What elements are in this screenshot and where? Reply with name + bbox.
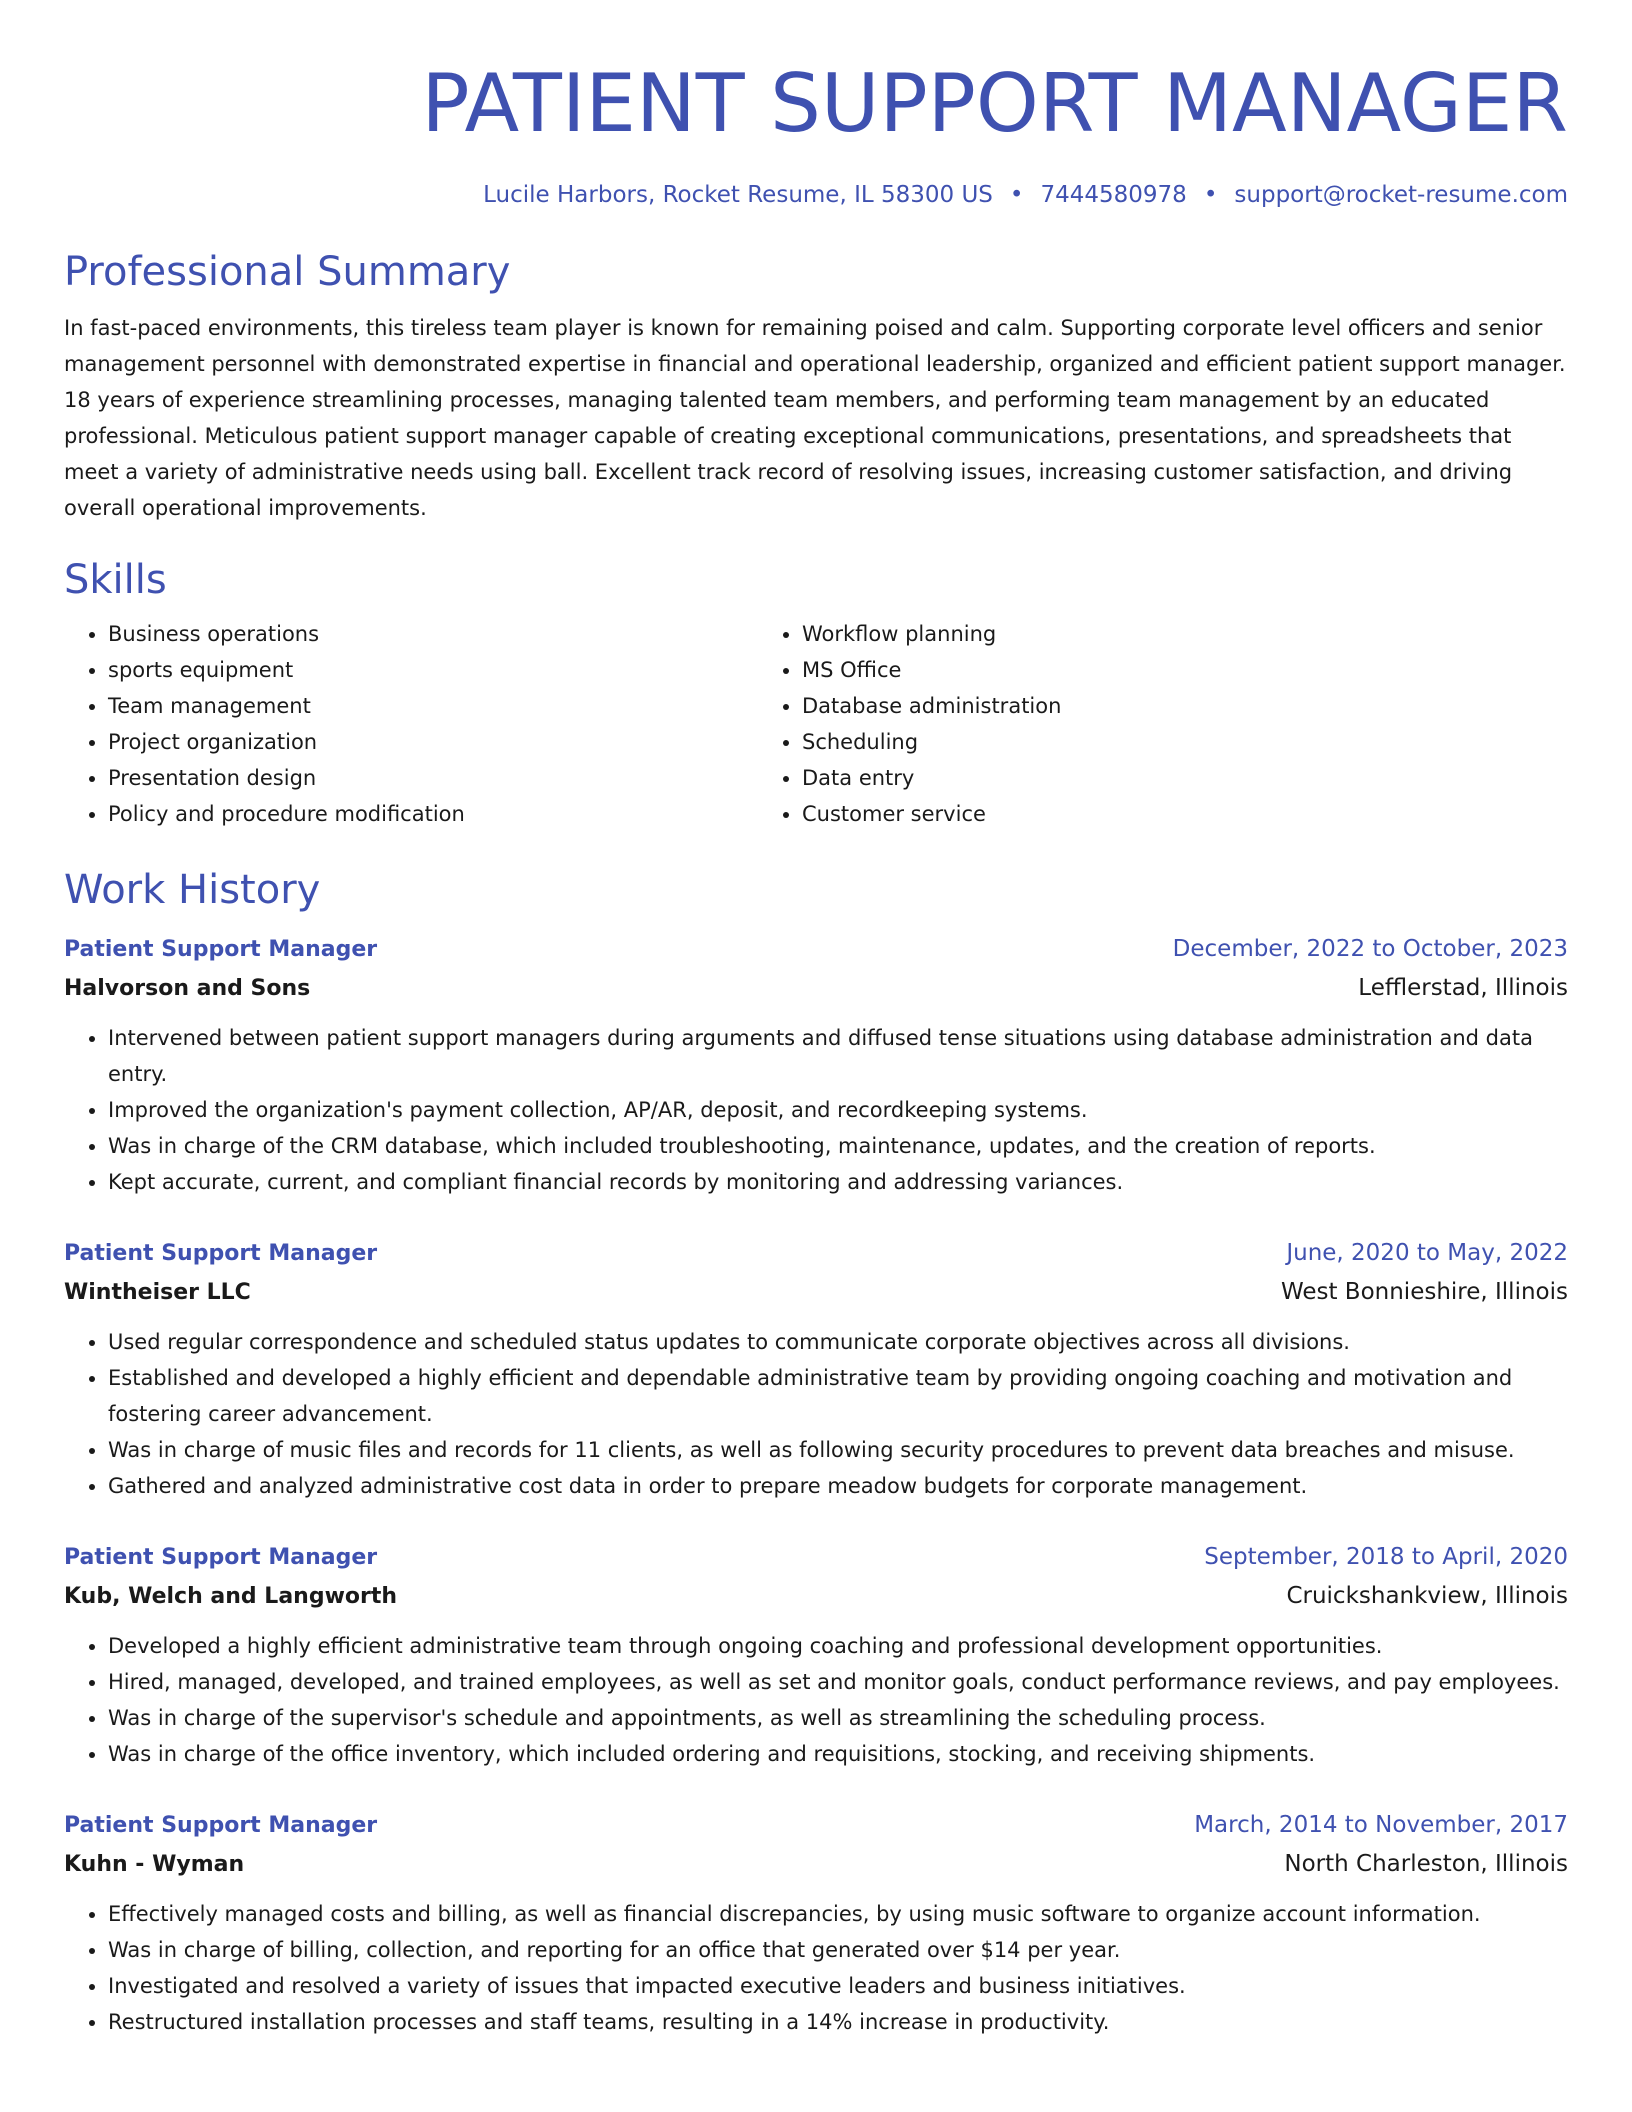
job-company-row xyxy=(64,1273,1568,1312)
contact-email[interactable]: support@rocket-resume.com xyxy=(1234,182,1568,208)
skills-column-left xyxy=(64,616,761,832)
contact-separator: • xyxy=(1009,182,1024,208)
job-location: Lefflerstad, Illinois xyxy=(1358,975,1568,1001)
job-bullets xyxy=(64,1896,1568,2040)
job-title-row xyxy=(64,930,1568,969)
skill-item: • Team management xyxy=(108,688,761,724)
resume-page xyxy=(64,50,1568,2040)
job-bullet: • Was in charge of music files and records for 11 clients, as well as following security procedures to prevent data breaches and misuse. xyxy=(108,1432,1568,1468)
skills-heading: Skills xyxy=(64,557,167,603)
summary-heading: Professional Summary xyxy=(64,249,511,295)
skills-column-right xyxy=(761,616,1568,832)
job-company: Halvorson and Sons xyxy=(64,976,311,1001)
skill-item: • Project organization xyxy=(108,724,761,760)
job-bullet: • Effectively managed costs and billing, as well as financial discrepancies, by using music software to organize account information. xyxy=(108,1896,1568,1932)
job-bullet: • Kept accurate, current, and compliant financial records by monitoring and addressing variances. xyxy=(108,1164,1568,1200)
skill-item: • sports equipment xyxy=(108,652,761,688)
job-title-row xyxy=(64,1234,1568,1273)
job-dates: December, 2022 to October, 2023 xyxy=(1172,936,1568,962)
skill-item: • Scheduling xyxy=(802,724,1568,760)
job-bullets xyxy=(64,1628,1568,1772)
job-bullet: • Restructured installation processes and staff teams, resulting in a 14% increase in productivity. xyxy=(108,2004,1568,2040)
job-bullet: • Was in charge of billing, collection, and reporting for an office that generated over $14 per year. xyxy=(108,1932,1568,1968)
job-location: Cruickshankview, Illinois xyxy=(1286,1583,1568,1609)
skill-item: • Presentation design xyxy=(108,760,761,796)
skill-item: • Data entry xyxy=(802,760,1568,796)
summary-text: In fast-paced environments, this tireless team player is known for remaining poised and calm. Supporting corporate level officers and senior management personnel with demonstrated expertise in financial and operational leadership, organized and efficient patient support manager. 18 years of experience streamlining processes, managing talented team members, and performing team management by an educated professional. Meticulous patient support manager capable of creating exceptional communications, presentations, and spreadsheets that meet a variety of administrative needs using ball. Excellent track record of resolving issues, increasing customer satisfaction, and driving overall operational improvements. xyxy=(64,316,1566,520)
skill-item: • Database administration xyxy=(802,688,1568,724)
job-dates: March, 2014 to November, 2017 xyxy=(1194,1812,1568,1838)
job-entry xyxy=(64,930,1568,1200)
job-location: North Charleston, Illinois xyxy=(1284,1851,1568,1877)
job-title: Patient Support Manager xyxy=(64,1545,378,1570)
job-bullet: • Was in charge of the supervisor's schedule and appointments, as well as streamlining the scheduling process. xyxy=(108,1700,1568,1736)
job-title-row xyxy=(64,1806,1568,1845)
job-bullet: • Hired, managed, developed, and trained employees, as well as set and monitor goals, conduct performance reviews, and pay employees. xyxy=(108,1664,1568,1700)
job-bullet: • Improved the organization's payment collection, AP/AR, deposit, and recordkeeping systems. xyxy=(108,1092,1568,1128)
skill-item: • Business operations xyxy=(108,616,761,652)
job-bullet: • Established and developed a highly efficient and dependable administrative team by providing ongoing coaching and motivation and fostering career advancement. xyxy=(108,1360,1568,1432)
job-dates: June, 2020 to May, 2022 xyxy=(1286,1240,1568,1266)
job-title: Patient Support Manager xyxy=(64,937,378,962)
job-company: Kub, Welch and Langworth xyxy=(64,1584,398,1609)
job-bullets xyxy=(64,1020,1568,1200)
contact-address: Lucile Harbors, Rocket Resume, IL 58300 US xyxy=(483,182,993,208)
job-bullet: • Intervened between patient support managers during arguments and diffused tense situations using database administration and data entry. xyxy=(108,1020,1568,1092)
job-location: West Bonnieshire, Illinois xyxy=(1280,1279,1568,1305)
job-bullet: • Was in charge of the office inventory, which included ordering and requisitions, stocking, and receiving shipments. xyxy=(108,1736,1568,1772)
contact-phone: 7444580978 xyxy=(1040,182,1187,208)
job-entry xyxy=(64,1806,1568,2040)
contact-separator: • xyxy=(1203,182,1218,208)
work-history-heading: Work History xyxy=(64,867,321,913)
job-title: Patient Support Manager xyxy=(64,1241,378,1266)
job-company: Wintheiser LLC xyxy=(64,1280,251,1305)
job-title-row xyxy=(64,1538,1568,1577)
contact-line xyxy=(64,180,1568,210)
job-company: Kuhn - Wyman xyxy=(64,1852,245,1877)
job-company-row xyxy=(64,1577,1568,1616)
job-title: Patient Support Manager xyxy=(64,1813,378,1838)
skills-list xyxy=(64,616,1568,832)
resume-header xyxy=(64,50,1568,210)
job-entry xyxy=(64,1234,1568,1504)
job-entry xyxy=(64,1538,1568,1772)
skill-item: • Workflow planning xyxy=(802,616,1568,652)
job-dates: September, 2018 to April, 2020 xyxy=(1204,1544,1568,1570)
job-bullet: • Was in charge of the CRM database, which included troubleshooting, maintenance, updates, and the creation of reports. xyxy=(108,1128,1568,1164)
candidate-name: PATIENT SUPPORT MANAGER xyxy=(421,57,1568,150)
job-company-row xyxy=(64,1845,1568,1884)
job-bullet: • Used regular correspondence and scheduled status updates to communicate corporate objectives across all divisions. xyxy=(108,1324,1568,1360)
skill-item: • Customer service xyxy=(802,796,1568,832)
job-bullet: • Investigated and resolved a variety of issues that impacted executive leaders and business initiatives. xyxy=(108,1968,1568,2004)
skill-item: • Policy and procedure modification xyxy=(108,796,761,832)
job-bullets xyxy=(64,1324,1568,1504)
job-bullet: • Gathered and analyzed administrative cost data in order to prepare meadow budgets for corporate management. xyxy=(108,1468,1568,1504)
skill-item: • MS Office xyxy=(802,652,1568,688)
job-company-row xyxy=(64,969,1568,1008)
job-bullet: • Developed a highly efficient administrative team through ongoing coaching and professional development opportunities. xyxy=(108,1628,1568,1664)
